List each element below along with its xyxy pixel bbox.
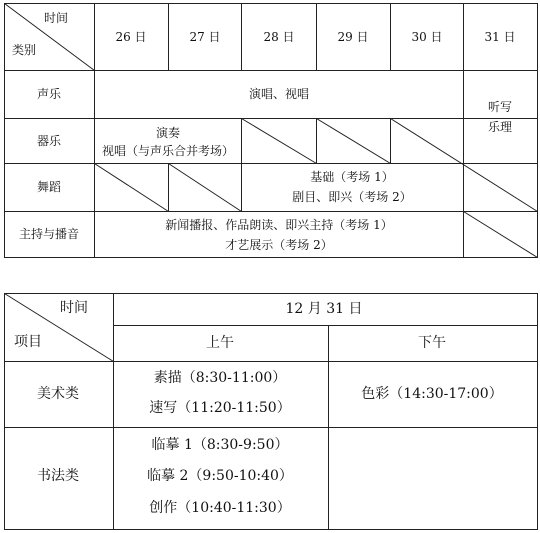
t2-calligraphy-label: 书法类 xyxy=(37,468,79,484)
t2-pm-header: 下午 xyxy=(418,335,446,351)
t1-dance-line1: 基础（考场 1） xyxy=(310,170,394,184)
t1-day-29: 29 日 xyxy=(337,30,369,44)
t1-instrumental-line2: 视唱（与声乐合并考场） xyxy=(101,144,235,158)
t1-cat-host: 主持与播音 xyxy=(18,227,80,241)
t1-cat-instrumental: 器乐 xyxy=(36,134,62,148)
t1-day-30: 30 日 xyxy=(411,30,443,44)
t2-art-pm: 色彩（14:30-17:00） xyxy=(361,386,503,402)
t2-date: 12 月 31 日 xyxy=(285,301,363,317)
t1-cat-vocal: 声乐 xyxy=(36,87,62,101)
t1-day-28: 28 日 xyxy=(263,30,295,44)
t2-art-am1: 素描（8:30-11:00） xyxy=(153,370,287,386)
t1-host-line2: 才艺展示（考场 2） xyxy=(225,238,333,252)
t2-art-label: 美术类 xyxy=(37,386,79,402)
t2-calligraphy-am1: 临摹 1（8:30-9:50） xyxy=(151,437,289,453)
t2-art-am2: 速写（11:20-11:50） xyxy=(149,400,291,416)
t1-corner-time: 时间 xyxy=(44,11,69,25)
t1-day-31: 31 日 xyxy=(484,30,516,44)
t1-host-line1: 新闻播报、作品朗读、即兴主持（考场 1） xyxy=(165,218,393,232)
t1-vocal-31-line1: 听写 xyxy=(487,100,513,114)
t2-calligraphy-am2: 临摹 2（9:50-10:40） xyxy=(147,468,293,484)
t1-cat-dance: 舞蹈 xyxy=(36,180,62,194)
t1-vocal-31-line2: 乐理 xyxy=(487,120,513,134)
t2-calligraphy-am3: 创作（10:40-11:30） xyxy=(149,500,291,516)
t1-day-27: 27 日 xyxy=(189,30,221,44)
t1-day-26: 26 日 xyxy=(115,30,147,44)
t2-corner-time: 时间 xyxy=(60,300,88,316)
t1-instrumental-line1: 演奏 xyxy=(155,126,181,140)
t2-corner-item: 项目 xyxy=(14,334,42,350)
t2-am-header: 上午 xyxy=(206,335,234,351)
t1-dance-line2: 剧目、即兴（考场 2） xyxy=(292,190,412,204)
t1-vocal-main: 演唱、视唱 xyxy=(248,87,310,101)
t1-corner-category: 类别 xyxy=(12,43,37,57)
